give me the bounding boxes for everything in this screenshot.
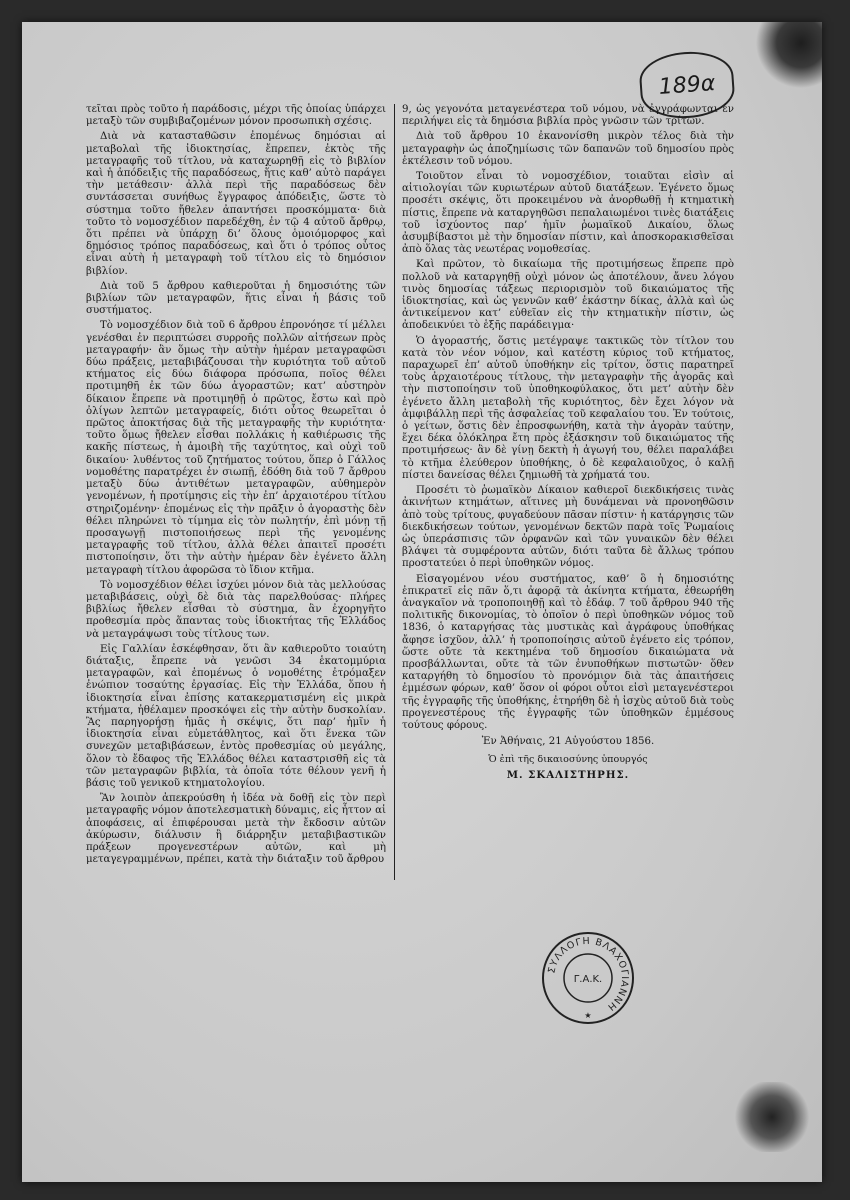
paragraph: Ἂν λοιπὸν ἀπεκρούσθη ἡ ἰδέα νὰ δοθῇ εἰς τὸν περὶ μεταγραφῆς νόμον ἀποτελεσματικὴ δύναμις, εἰς ἧττον αἱ ἀποφάσεις, αἱ ἐπιφέρουσαι μετὰ τὴν ἔκδοσιν αὐτῶν ἀκύρωσιν, διάλυσιν ἢ διάρρηξιν μεταβιβαστικῶν πράξεων προγενεστέρων αὐτῶν, καὶ μὴ μεταγεγραμμένων, πρέπει, κατὰ τὴν διάταξιν τοῦ ἄρθρου — [86, 793, 386, 866]
paper-stain — [732, 1082, 812, 1152]
right-column — [402, 104, 734, 781]
paragraph: 9, ὡς γεγονότα μεταγενέστερα τοῦ νόμου, νὰ ἐγγράφωνται ἐν περιλήψει εἰς τὰ δημόσια βιβλία πρὸς γνῶσιν τῶν τρίτων. — [402, 104, 734, 128]
paragraph: Εἰσαγομένου νέου συστήματος, καθ’ ὃ ἡ δημοσιότης ἐπικρατεῖ εἰς πᾶν ὅ,τι ἀφορᾷ τὰ ἀκίνητα κτήματα, ἐθεωρήθη ἀναγκαῖον νὰ τροποποιηθῇ καὶ τὸ ἐδάφ. 7 τοῦ ἄρθρου 940 τῆς πολιτικῆς δικονομίας, τὸ ὁποῖον ὁ περὶ ὑποθηκῶν νόμος τοῦ 1836, ὁ καταργήσας τὰς μυστικὰς καὶ ἀγράφους ὑποθήκας ἄφησε ἰσχῦον, ἀλλ’ ἡ τροποποίησις αὐτοῦ ἐγένετο εἰς τρόπον, ὥστε οὔτε τὰ κεκτημένα τοῦ δημοσίου δικαιώματα νὰ προσβάλλωνται, οὔτε τὰ τῶν ἐνυποθήκων πιστωτῶν· ὅθεν καταργήθη τὸ δημοσίου τὸ προνόμιον διὰ τὰς ἀπαιτήσεις ἐμμέσων φόρων, καθ’ ὅσον οἱ φόροι οὗτοι εἰσὶ μεταγενέστεροι τῆς ἐγγραφῆς τῆς ὑποθήκης, ἐτηρήθη δὲ ἡ ἰσχὺς αὐτοῦ διὰ τοὺς προγενεστέρους τῆς ἐγγραφῆς τῶν ὑποθηκῶν ἐμμέσους τούτους φόρους. — [402, 573, 734, 731]
paragraph: τεῖται πρὸς τοῦτο ἡ παράδοσις, μέχρι τῆς ὁποίας ὑπάρχει μεταξὺ τῶν συμβιβαζομένων μόνον προσωπικὴ σχέσις. — [86, 104, 386, 128]
archive-number: 189α — [638, 49, 736, 121]
paragraph: Ὁ ἀγοραστής, ὅστις μετέγραψε τακτικῶς τὸν τίτλον του κατὰ τὸν νέον νόμον, καὶ κατέστη κύριος τοῦ κτήματος, παραχωρεῖ ἐπ’ αὐτοῦ ὑποθήκην εἰς τρίτον, ὅστις παρατηρεῖ τοὺς ἀρχαιοτέρους τίτλους, τὴν μεταγραφὴν τῆς ἀγορᾶς καὶ τὴν πιστοποίησιν τοῦ ὑποθηκοφύλακος, ὅτι μετ’ αὐτὴν δὲν ἐγένετο ἄλλη μεταβολὴ τῆς κυριότητος, δὲν ἔχει λόγον νὰ ἀμφιβάλλῃ περὶ τῆς ἀσφαλείας τοῦ κεφαλαίου του. Ἐν τούτοις, ὁ γείτων, ὅστις δὲν ἐπροσφωνήθη, κατὰ τὴν ἀγορὰν ταύτην, ἔχει δέκα ὁλόκληρα ἔτη πρὸς ἐξάσκησιν τοῦ δικαιώματος τῆς προτιμήσεως· ἂν δὲ γίνῃ δεκτὴ ἡ ἀγωγή του, θέλει παραλάβει τὸ κτῆμα ἐλεύθερον ὑποθήκης, ὁ δὲ κεφαλαιοῦχος, ὁ καλῇ πίστει δανείσας θέλει ζημιωθῆ τὰ χρήματά του. — [402, 335, 734, 481]
torn-corner — [752, 22, 822, 92]
collection-stamp — [540, 930, 636, 1026]
stamp-inner-text: Γ.Α.Κ. — [573, 974, 603, 985]
date-line: Ἐν Ἀθήναις, 21 Αὐγούστου 1856. — [481, 736, 655, 748]
paragraph: Τοιοῦτον εἶναι τὸ νομοσχέδιον, τοιαῦται εἰσὶν αἱ αἰτιολογίαι τῶν κυριωτέρων αὐτοῦ διατάξεων. Ἐγένετο ὅμως προσέτι σκέψις, ὅτι προκειμένου νὰ ἀνορθωθῇ ἡ κτηματικὴ πίστις, ἔπρεπε νὰ καταργηθῶσι πεπαλαιωμένοι τινὲς διατάξεις τοῦ ἰσχύοντος παρ’ ἡμῖν ῥωμαϊκοῦ Δικαίου, ὅλως ἀσυμβίβαστοι μὲ τὴν δημοσίαν πίστιν, καὶ ἀποσκορακισθεῖσαι ἀπὸ ὅλας τὰς νεωτέρας νομοθεσίας. — [402, 171, 734, 256]
paragraph: Διὰ τοῦ 5 ἄρθρου καθιεροῦται ἡ δημοσιότης τῶν βιβλίων τῶν μεταγραφῶν, ἥτις εἶναι ἡ βάσις τοῦ συστήματος. — [86, 280, 386, 317]
stamp-outer-text: ΣΥΛΛΟΓΗ ΒΛΑΧΟΓΙΑΝΝΗ — [546, 935, 631, 1013]
paragraph: Καὶ πρῶτον, τὸ δικαίωμα τῆς προτιμήσεως ἔπρεπε πρὸ πολλοῦ νὰ καταργηθῇ οὐχὶ μόνον ὡς ἀποτέλουν, ἄνευ λόγου τινὸς δημοσίας τάξεως περιορισμὸν τοῦ δικαιώματος τῆς ἰδιοκτησίας, καὶ ὡς γεννῶν καθ’ ἑκάστην δίκας, ἀλλὰ καὶ ὡς ἀντικείμενον κατ’ εὐθεῖαν εἰς τὴν κτηματικὴν πίστιν, ὡς ἀποδεικνύει τὸ ἑξῆς παράδειγμα· — [402, 259, 734, 332]
paragraph: Εἰς Γαλλίαν ἐσκέφθησαν, ὅτι ἂν καθιεροῦτο τοιαύτη διάταξις, ἔπρεπε νὰ γενῶσι 34 ἑκατομμύρια μεταγραφῶν, καὶ ἐπομένως ὁ νομοθέτης ἐτρόμαξεν ἐνώπιον τοσαύτης ἐργασίας. Εἰς τὴν Ἑλλάδα, ὅπου ἡ ἰδιοκτησία εἶναι ἐπίσης κατακερματισμένη εἰς μικρὰ κτήματα, ἠθέλαμεν προσκόψει εἰς τὴν αὐτὴν δυσκολίαν. Ἂς παρηγορήσῃ ἡμᾶς ἡ σκέψις, ὅτι παρ’ ἡμῖν ἡ ἰδιοκτησία εἶναι εὐμετάθλητος, καὶ ὅτι ἕνεκα τῶν συνεχῶν μεταβιβάσεων, ἐντὸς προθεσμίας οὐ μεγάλης, ὅλον τὸ ἔδαφος τῆς Ἑλλάδος θέλει καταστρισθῆ εἰς τὰ τῶν μεταγραφῶν βιβλία, τὰ ὁποῖα τότε θέλουν γενῆ ἡ βάσις τοῦ γενικοῦ κτηματολογίου. — [86, 643, 386, 789]
column-divider — [394, 104, 395, 880]
paragraph: Διὰ νὰ κατασταθῶσιν ἐπομένως δημόσιαι αἱ μεταβολαὶ τῆς ἰδιοκτησίας, ἔπρεπεν, ἐκτὸς τῆς μεταγραφῆς τοῦ τίτλου, νὰ καταχωρηθῇ εἰς τὸ βιβλίον καὶ ἡ ἀπόδειξις τῆς παραδόσεως, ἥτις καθ’ αὐτὸ παράγει τὴν μετάθεσιν· ἀλλὰ περὶ τῆς παραδόσεως δὲν συντάσσεται συνήθως ἔγγραφος ἀπόδειξις, ὥστε τὸ σύστημα τοῦτο ἤθελεν ἀπαντήσει προσκόμματα· διὰ τοῦτο τὸ νομοσχέδιον παρεδέχθη, ἐν τῷ 4 αὐτοῦ ἄρθρῳ, ὅτι πρέπει νὰ ὑπάρχῃ δι’ ὅλους ὁμοιόμορφος καὶ δημόσιος τρόπος παραδόσεως, καὶ ὅτι ὁ τρόπος οὗτος εἶναι αὐτὴ ἡ μεταγραφὴ τοῦ τίτλου εἰς τὸ δημόσιον βιβλίον. — [86, 131, 386, 277]
paragraph: Τὸ νομοσχέδιον διὰ τοῦ 6 ἄρθρου ἐπρονόησε τί μέλλει γενέσθαι ἐν περιπτώσει συρροῆς πολλῶν αἰτήσεων πρὸς μεταγραφήν· ἂν ὅμως τὴν αὐτὴν ἡμέραν μεταγραφῶσι δύω πράξεις, μεταβιβάζουσαι τὴν κυριότητα τοῦ αὐτοῦ κτήματος εἰς δύω διάφορα πρόσωπα, ποῖος θέλει προτιμηθῆ ἐκ τῶν δύω ἀγοραστῶν; κατ’ αὐστηρὸν δίκαιον ἔπρεπε νὰ προτιμηθῇ ὁ πρῶτος, ἔστω καὶ πρὸ ὀλίγων λεπτῶν μεταγραφείς, διότι οὗτος θεωρεῖται ὁ πρῶτος ἀποκτήσας διὰ τῆς μεταγραφῆς τὴν κυριότητα· τοῦτο ὅμως ἤθελεν εἶσθαι πολλάκις ἡ καθιέρωσις τῆς κακῆς πίστεως, ἡ ἀμοιβὴ τῆς ταχύτητος, καὶ οὐχὶ τοῦ δικαίου· λυθέντος τοῦ ζητήματος τούτου, ὅπερ ὁ Γάλλος νομοθέτης παρατρέχει ἐν σιωπῇ, ἐδόθη διὰ τοῦ 7 ἄρθρου μεταξὺ δύω ἀντιθέτων μεταγραφῶν, αὐθημερὸν γενομένων, ἡ προτίμησις εἰς τὴν ἐπ’ ἀρχαιοτέρου τίτλου στηριζομένην· ἐπομένως εἰς τὴν πρᾶξιν ὁ ἀγοραστὴς δὲν θέλει πληρώνει τὸ τίμημα εἰς τὸν πωλητήν, ἐπὶ μόνῃ τῇ προσαγωγῇ πιστοποιήσεως περὶ τῆς γενομένης μεταγραφῆς τοῦ τίτλου, ἀλλὰ θέλει ἀπαιτεῖ προσέτι πιστοποίησιν, ὅτι τὴν αὐτὴν ἡμέραν δὲν ἐγένετο ἄλλη μεταγραφὴ τίτλου ἀφορῶσα τὸ ἴδιον κτῆμα. — [86, 320, 386, 576]
left-column — [86, 104, 386, 869]
paragraph: Τὸ νομοσχέδιον θέλει ἰσχύει μόνον διὰ τὰς μελλούσας μεταβιβάσεις, οὐχὶ δὲ διὰ τὰς παρελθούσας· πλήρες βιβλίως ἤθελεν εἶσθαι τὸ σύστημα, ἂν ἐχορηγῆτο προθεσμία πρὸς ἅπαντας τοὺς ἰδιοκτήτας τῆς Ἑλλάδος νὰ μεταγράψωσι τοὺς τίτλους των. — [86, 579, 386, 640]
signature-title: Ὁ ἐπὶ τῆς δικαιοσύνης ὑπουργός — [488, 754, 648, 766]
paragraph: Προσέτι τὸ ῥωμαϊκὸν Δίκαιον καθιεροῖ διεκδικήσεις τινὰς ἀκινήτων κτημάτων, αἵτινες μὴ δυνάμεναι νὰ προνοηθῶσιν ἀπὸ τοὺς τρίτους, φυγαδεύουν πᾶσαν πίστιν· ἡ κατάργησις τῶν διεκδικήσεων τούτων, γενομένων δεκτῶν παρὰ τοῖς Ῥωμαίοις ὡς ὑπεράσπισις τῶν ὀρφανῶν καὶ τῶν γυναικῶν δὲν θέλει βλάψει τὰ συμφέροντα αὐτῶν, διότι ταῦτα δὲ ἄλλως τρόπου προστατεύει ὁ περὶ ὑποθηκῶν νόμος. — [402, 485, 734, 570]
signature-name: Μ. ΣΚΑΛΙΣΤΗΡΗΣ. — [506, 768, 630, 781]
star-icon: ★ — [584, 1011, 592, 1020]
paragraph: Διὰ τοῦ ἄρθρου 10 ἐκανονίσθη μικρὸν τέλος διὰ τὴν μεταγραφὴν ὡς ἀποζημίωσις τῶν δαπανῶν τοῦ δημοσίου πρὸς ἐκτέλεσιν τοῦ νόμου. — [402, 131, 734, 167]
